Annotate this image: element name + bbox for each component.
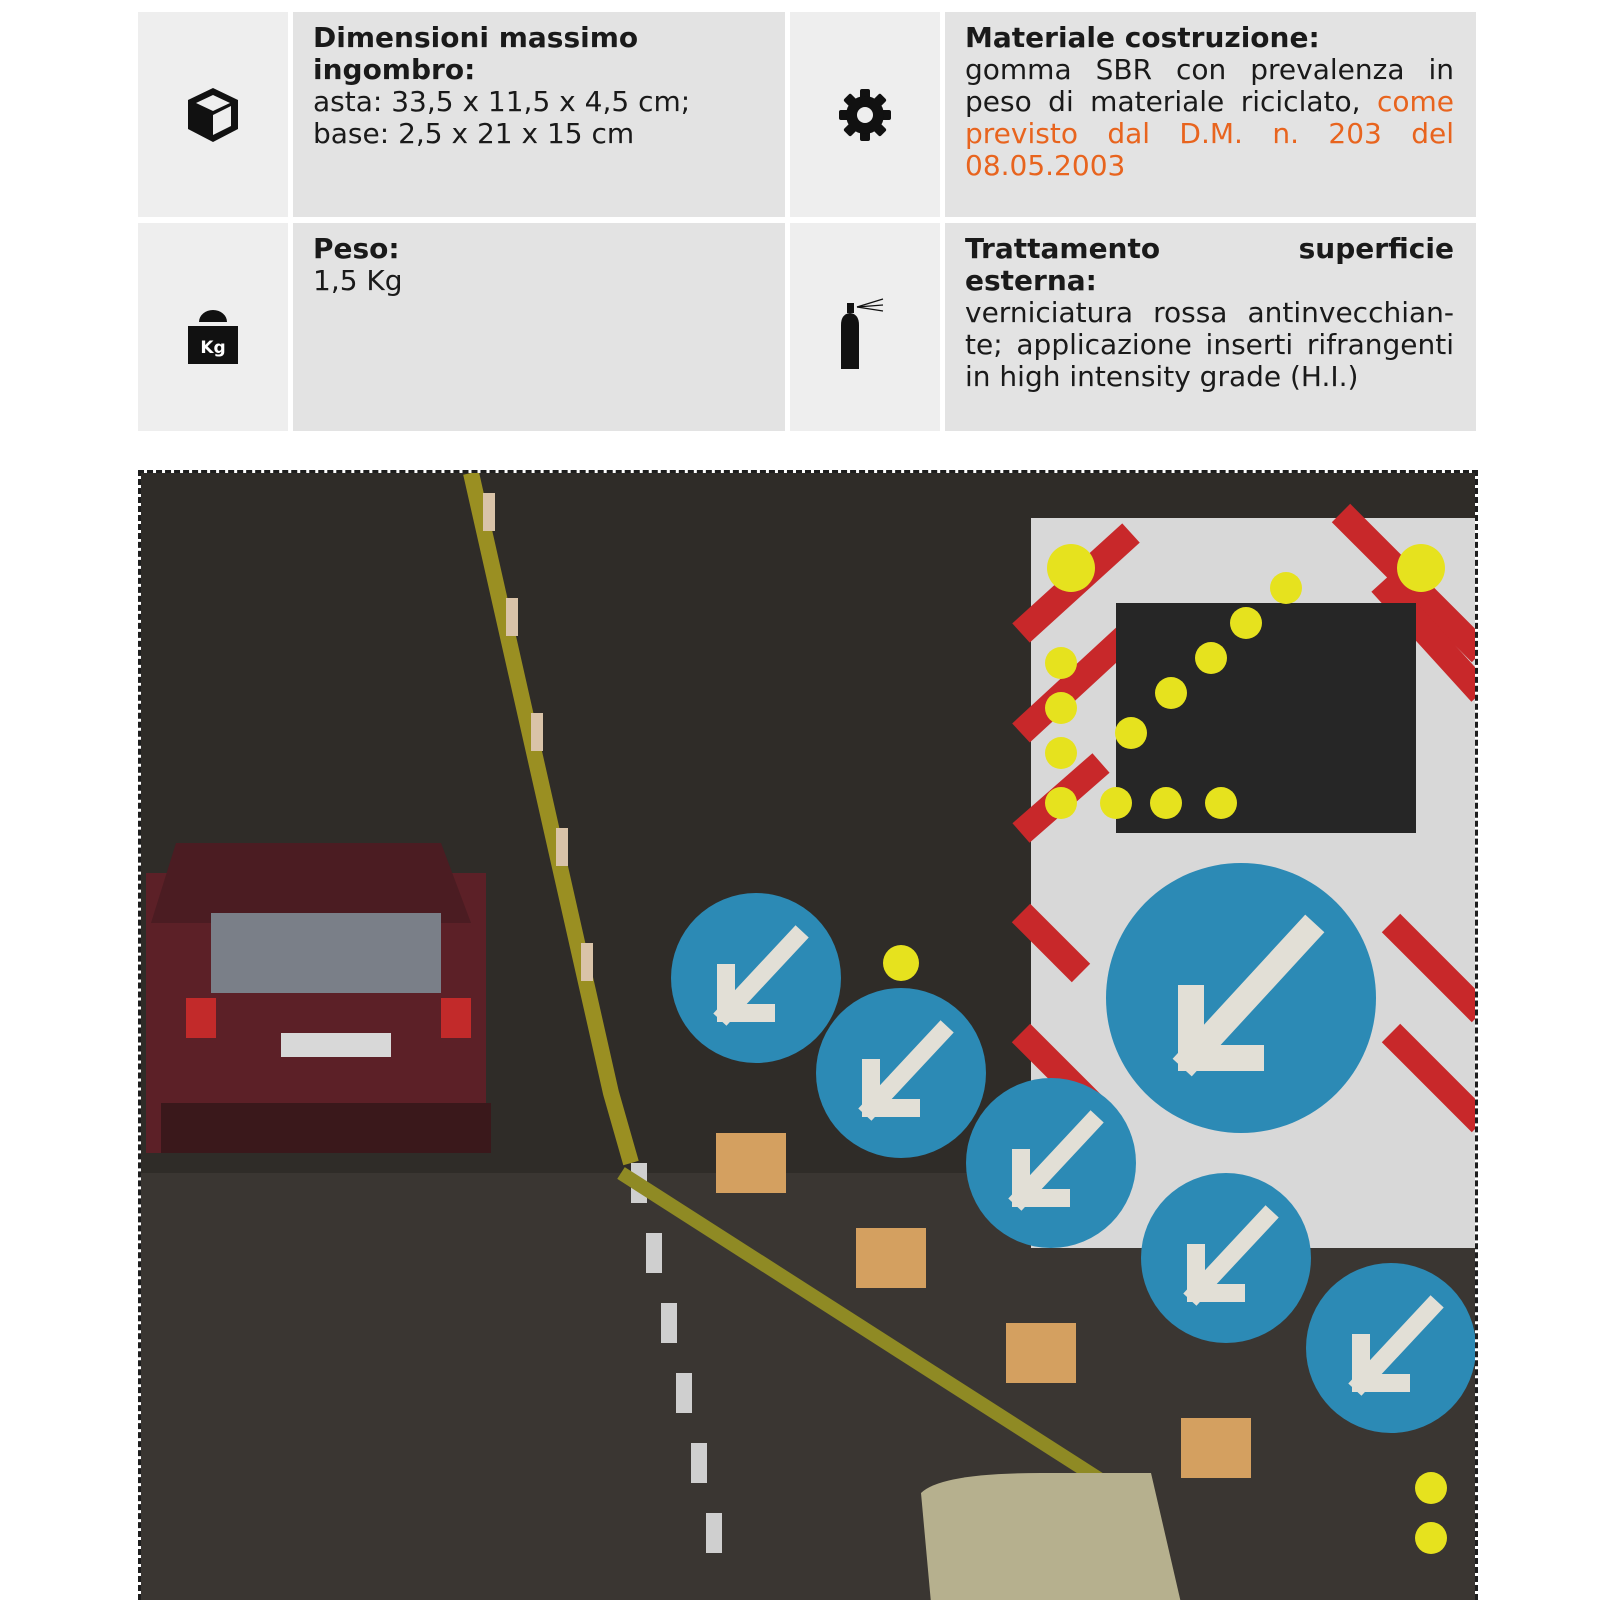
material-highlight-text: come previsto dal D.M. n. 203 del 08.05.2003 bbox=[965, 85, 1454, 182]
surface-cell bbox=[945, 223, 1476, 431]
weight-value: 1,5 Kg bbox=[313, 264, 403, 297]
weight-label: Peso: bbox=[313, 232, 400, 265]
gear-icon bbox=[837, 87, 893, 143]
box-icon bbox=[183, 85, 243, 145]
material-icon-cell bbox=[790, 12, 940, 217]
weight-cell bbox=[293, 223, 785, 431]
dimensions-icon-cell bbox=[138, 12, 288, 217]
dimensions-line-1: asta: 33,5 x 11,5 x 4,5 cm; bbox=[313, 85, 691, 118]
weight-kg-icon bbox=[185, 306, 241, 368]
roadworks-photo bbox=[138, 470, 1478, 1600]
dimensions-line-2: base: 2,5 x 21 x 15 cm bbox=[313, 117, 635, 150]
surface-text: verniciatura rossa antinvecchian-te; applicazione inserti rifrangenti in high intensity grade (H.I.) bbox=[965, 296, 1454, 393]
dimensions-cell bbox=[293, 12, 785, 217]
weight-icon-text: Kg bbox=[200, 338, 226, 358]
spray-can-icon bbox=[835, 297, 895, 371]
weight-icon-cell bbox=[138, 223, 288, 431]
surface-icon-cell bbox=[790, 223, 940, 431]
surface-label: Trattamento superficie esterna: bbox=[965, 232, 1454, 297]
material-label: Materiale costruzione: bbox=[965, 21, 1320, 54]
material-text: gomma SBR con prevalenza in peso di materiale riciclato, bbox=[965, 53, 1454, 118]
material-cell bbox=[945, 12, 1476, 217]
dimensions-label: Dimensioni massimo ingombro: bbox=[313, 21, 639, 86]
spec-table bbox=[138, 12, 1476, 442]
